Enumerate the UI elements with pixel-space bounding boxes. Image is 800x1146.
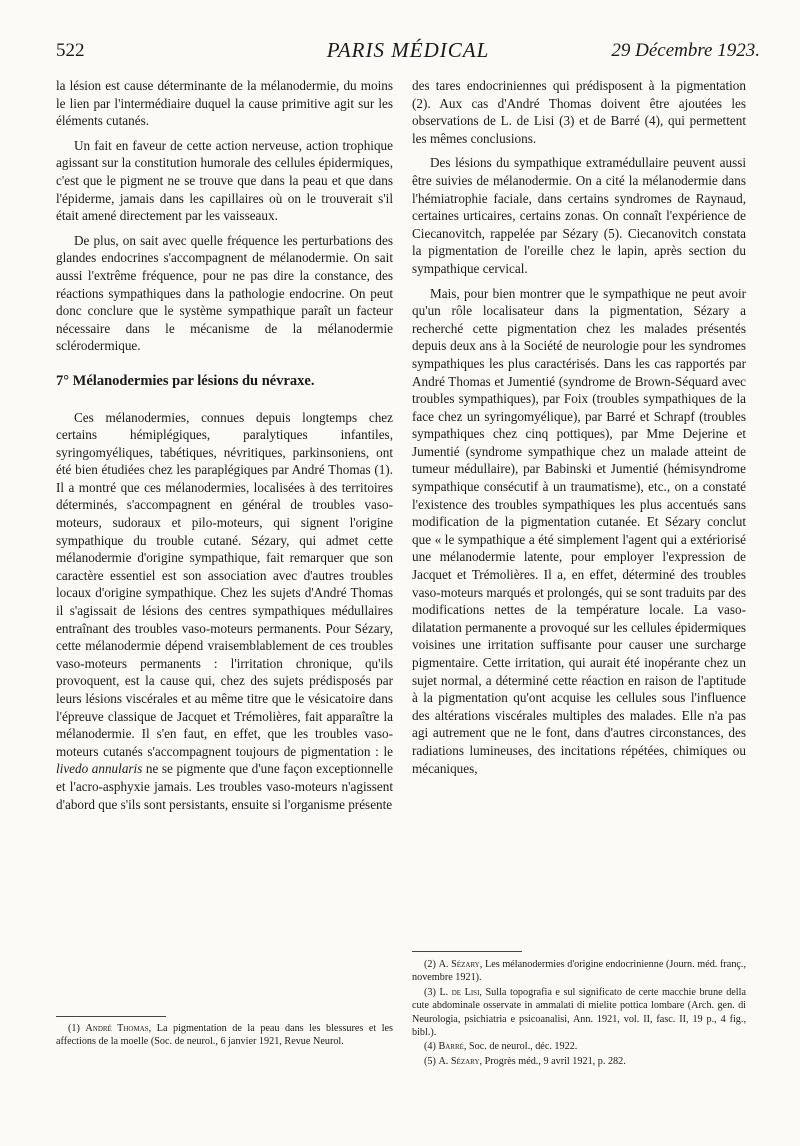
paragraph: Mais, pour bien montrer que le sympathique ne peut avoir qu'un rôle localisateur dans la pigmentation, Sézary a recherché cette pigmentation chez les malades présentés depuis deux ans à la Société de neurologie pour les syndromes sympathiques les plus caractérisés. Dans les cas rapportés par André Thomas et Jumentié (syndrome de Brown-Séquard avec troubles sympathiques), par Foix (troubles sympathiques de la face chez un syringomyélique), par Barré et Schrapf (troubles sympathiques chez cinq pottiques), par Mme Dejerine et Jumentié (syndrome sympathique chez un malade atteint de tumeur médullaire), par Babinski et Jumentié (hémisyndrome sympathique consécutif à un traumatisme), etc., on a constaté l'existence des troubles sympathiques les plus accentués sans modification de la pigmentation cutanée. Et Sézary conclut que « le sympathique a été simplement l'agent qui a extériorisé une mélanodermie latente, pour employer l'expression de Jacquet et Trémolières. Il a, en effet, déterminé des troubles vaso-moteurs marqués et prolongés, qui se sont traduits par des modifications nettes de la température locale. La vaso-dilatation permanente a provoqué sur les cellules épidermiques voisines une irritation suffisante pour causer une surcharge pigmentaire. Cette irritation, qui aurait été inopérante chez un sujet normal, a déterminé cette réaction en raison de l'aptitude à la pigmentation qu'ont acquise les cellules sous l'influence des altérations viscérales multiples des malades. Elle n'a pas agi autrement que ne le font, dans d'autres circonstances, des radiations lumineuses, des incitations répétées, chimiques ou mécaniques, xyxy=(412,285,747,776)
paragraph: Un fait en faveur de cette action nerveuse, action trophique agissant sur la constitution humorale des cellules épidermiques, c'est que le pigment ne se trouve que dans la peau et que dans l'épiderme, jamais dans les capillaires où on le trouverait s'il était amené directement par les vaisseaux. xyxy=(56,137,393,224)
issue-date: 29 Décembre 1923. xyxy=(611,40,760,61)
page-number: 522 xyxy=(56,40,85,61)
footnotes-right xyxy=(412,958,746,1069)
paragraph-text: Ces mélanodermies, connues depuis longtemps chez certains hémiplégiques, paralytiques infantiles, syringomyéliques, tabétiques, névritiques, parkinsoniens, ont été bien étudiées chez les paraplégiques par André Thomas (1). Il a montré que ces mélanodermies, localisées à des territoires déterminés, s'accompagnent en général de troubles vaso-moteurs, sudoraux et pilo-moteurs, qui signent l'origine sympathique du trouble cutané. Sézary, qui admet cette mélanodermie d'origine sympathique, fait remarquer que son caractère essentiel est son association avec d'autres troubles locaux d'origine sympathique. Chez les sujets d'André Thomas il s'agissait de lésions des centres sympathiques médullaires entraînant des troubles vaso-moteurs permanents. Pour Sézary, cette mélanodermie dépend vraisemblablement de ces troubles vaso-moteurs permanents : l'irritation chronique, qu'ils provoquent, est la cause qui, chez des sujets prédisposés par leurs lésions viscérales et au même titre que le vésicatoire dans l'épreuve classique de Jacquet et Trémolières, fait apparaître la mélanodermie. Il s'en faut, en effet, que les troubles vaso-moteurs cutanés s'accompagnent toujours de pigmentation : le xyxy=(56,409,393,759)
footnote: (3) L. de Lisi, Sulla topografia e sul significato de certe macchie brune della cute abdominale osservate in ammalati di mielite pottica lombare (Arch. gen. di Neurologia, psichiatria e psicoanalisi, Ann. 1921, vol. II, fasc. II, 19 p., 4 fig., bibl.). xyxy=(412,986,746,1039)
footnote: (5) A. Sézary, Progrès méd., 9 avril 1921, p. 282. xyxy=(424,1055,626,1067)
footnote-rule xyxy=(412,951,522,952)
paragraph: Des lésions du sympathique extramédullaire peuvent aussi être suivies de mélanodermie. On a cité la mélanodermie dans l'hémiatrophie faciale, dans certains syndromes de Raynaud, certaines urticaires, certains zonas. On connaît l'expérience de Ciecanovitch, rappelée par Sézary (5). Ciecanovitch constata la pigmentation de l'oreille chez le lapin, après section du sympathique cervical. xyxy=(412,155,746,276)
paragraph: De plus, on sait avec quelle fréquence les perturbations des glandes endocrines s'accompagnent de mélanodermie. On sait aussi l'extrême fréquence, pour ne pas dire la constance, des réactions sympathiques dans la pathologie endocrine. On peut donc conclure que le système sympathique paraît un facteur nécessaire dans le mécanisme de la mélanodermie sclérodermique. xyxy=(56,232,393,354)
livedo-term: livedo annularis xyxy=(56,761,143,777)
section-heading: 7° Mélanodermies par lésions du névraxe. xyxy=(56,372,315,389)
paragraph: la lésion est cause déterminante de la mélanodermie, du moins le lien par l'intermédiaire duquel la cause primitive agit sur les éléments cutanés. xyxy=(56,78,393,129)
left-column xyxy=(56,77,393,820)
footnote-rule xyxy=(56,1016,166,1017)
paragraph: des tares endocriniennes qui prédisposent à la pigmentation (2). Aux cas d'André Thomas doivent être ajoutées les observations de L. de Lisi (3) et de Barré (4), qui permettent les mêmes conclusions. xyxy=(412,78,746,146)
footnote: (4) Barré, Soc. de neurol., déc. 1922. xyxy=(424,1041,578,1053)
paragraph xyxy=(56,409,393,814)
page-header xyxy=(56,40,760,70)
footnote: (1) André Thomas, La pigmentation de la peau dans les blessures et les affections de la moelle (Soc. de neurol., 6 janvier 1921, Revue Neurol. xyxy=(56,1023,394,1048)
footnotes-left xyxy=(56,1022,393,1050)
paragraph-text-end: ne se pigmente que d'une façon exceptionnelle et l'acro-asphyxie jamais. Les troubles vaso-moteurs n'agissent d'abord que s'ils sont persistants, ensuite si l'organisme présente xyxy=(56,761,393,812)
journal-title: PARIS MÉDICAL xyxy=(326,38,490,62)
footnote: (2) A. Sézary, Les mélanodermies d'origine endocrinienne (Journ. méd. franç., novembre 1921). xyxy=(412,959,747,984)
right-column xyxy=(412,77,746,784)
